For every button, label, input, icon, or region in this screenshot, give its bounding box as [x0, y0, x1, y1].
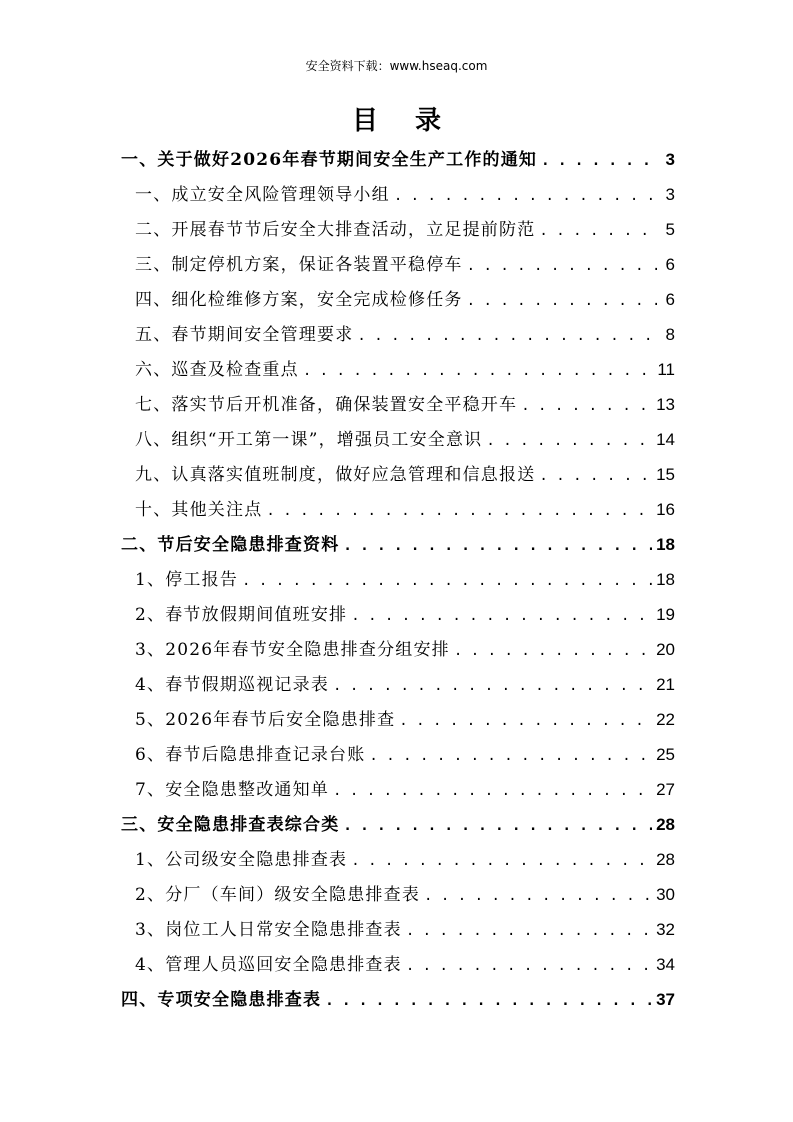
- toc-entry[interactable]: [121, 317, 675, 352]
- toc-entry-page: 30: [656, 885, 675, 904]
- toc-entry[interactable]: [121, 527, 675, 562]
- toc-entry[interactable]: [121, 142, 675, 177]
- toc-entry[interactable]: [121, 877, 675, 912]
- toc-entry[interactable]: [121, 912, 675, 947]
- toc-entry-page: 6: [665, 255, 675, 274]
- toc-entry[interactable]: [121, 702, 675, 737]
- toc-entry-label: 一、成立安全风险管理领导小组: [135, 185, 390, 205]
- toc-leader-dots: [406, 949, 652, 984]
- toc-entry[interactable]: [121, 492, 675, 527]
- toc-entry-label: 1、公司级安全隐患排查表: [135, 850, 348, 870]
- toc-entry[interactable]: [121, 352, 675, 387]
- toc-leader-dots: [424, 879, 652, 914]
- toc-entry-label: 二、节后安全隐患排查资料: [121, 535, 340, 555]
- toc-entry-label: 八、组织“开工第一课”，增强员工安全意识: [135, 430, 483, 450]
- toc-entry-label: 五、春节期间安全管理要求: [135, 325, 354, 345]
- toc-entry-page: 28: [656, 850, 675, 869]
- toc-entry-label: 3、岗位工人日常安全隐患排查表: [135, 920, 402, 940]
- toc-entry-label: 5、2026年春节后安全隐患排查: [135, 710, 396, 730]
- toc-entry-label: 二、开展春节节后安全大排查活动，立足提前防范: [135, 220, 536, 240]
- toc-entry[interactable]: [121, 457, 675, 492]
- toc-entry[interactable]: [121, 282, 675, 317]
- toc-entry[interactable]: [121, 422, 675, 457]
- toc-entry-page: 19: [656, 605, 675, 624]
- toc-entry[interactable]: [121, 562, 675, 597]
- toc-entry-page: 18: [656, 535, 675, 554]
- toc-leader-dots: [539, 459, 652, 494]
- table-of-contents: [121, 142, 675, 1017]
- toc-entry-label: 7、安全隐患整改通知单: [135, 780, 330, 800]
- toc-leader-dots: [357, 319, 657, 354]
- toc-entry-page: 28: [656, 815, 675, 834]
- toc-entry[interactable]: [121, 597, 675, 632]
- toc-leader-dots: [333, 669, 652, 704]
- toc-entry[interactable]: [121, 212, 675, 247]
- toc-entry[interactable]: [121, 947, 675, 982]
- toc-entry-label: 4、春节假期巡视记录表: [135, 675, 330, 695]
- toc-entry-page: 18: [656, 570, 675, 589]
- toc-leader-dots: [343, 809, 652, 844]
- toc-leader-dots: [486, 424, 652, 459]
- toc-entry[interactable]: [121, 247, 675, 282]
- toc-entry-page: 15: [656, 465, 675, 484]
- toc-leader-dots: [242, 564, 652, 599]
- toc-entry[interactable]: [121, 807, 675, 842]
- toc-entry[interactable]: [121, 982, 675, 1017]
- toc-entry-page: 34: [656, 955, 675, 974]
- toc-leader-dots: [343, 529, 652, 564]
- toc-entry-page: 5: [665, 220, 675, 239]
- toc-entry-page: 20: [656, 640, 675, 659]
- page-title: 目 录: [351, 106, 456, 136]
- toc-entry-page: 8: [665, 325, 675, 344]
- toc-entry-page: 3: [665, 150, 675, 169]
- toc-entry[interactable]: [121, 632, 675, 667]
- toc-entry-label: 6、春节后隐患排查记录台账: [135, 745, 366, 765]
- toc-entry-page: 3: [665, 185, 675, 204]
- toc-entry-page: 32: [656, 920, 675, 939]
- toc-entry-label: 六、巡查及检查重点: [135, 360, 299, 380]
- page-header: 安全资料下载：www.hseaq.com: [305, 59, 488, 73]
- toc-leader-dots: [539, 214, 657, 249]
- toc-entry-label: 1、停工报告: [135, 570, 239, 590]
- toc-leader-dots: [467, 284, 657, 319]
- toc-entry[interactable]: [121, 387, 675, 422]
- toc-entry-page: 6: [665, 290, 675, 309]
- toc-leader-dots: [303, 354, 654, 389]
- toc-entry-label: 三、安全隐患排查表综合类: [121, 815, 340, 835]
- toc-entry-label: 3、2026年春节安全隐患排查分组安排: [135, 640, 450, 660]
- toc-leader-dots: [394, 179, 657, 214]
- toc-entry-page: 21: [656, 675, 675, 694]
- toc-leader-dots: [541, 144, 657, 179]
- toc-entry[interactable]: [121, 667, 675, 702]
- toc-entry-page: 11: [657, 360, 675, 379]
- toc-entry-page: 16: [656, 500, 675, 519]
- toc-entry[interactable]: [121, 772, 675, 807]
- toc-entry-label: 4、管理人员巡回安全隐患排查表: [135, 955, 402, 975]
- toc-entry[interactable]: [121, 737, 675, 772]
- toc-entry-page: 22: [656, 710, 675, 729]
- toc-leader-dots: [333, 774, 652, 809]
- toc-leader-dots: [325, 984, 652, 1019]
- toc-entry-page: 25: [656, 745, 675, 764]
- toc-entry[interactable]: [121, 177, 675, 212]
- toc-entry-page: 37: [656, 990, 675, 1009]
- toc-leader-dots: [351, 844, 652, 879]
- toc-leader-dots: [266, 494, 652, 529]
- toc-entry-label: 三、制定停机方案，保证各装置平稳停车: [135, 255, 463, 275]
- toc-entry-label: 七、落实节后开机准备，确保装置安全平稳开车: [135, 395, 518, 415]
- toc-entry-page: 14: [656, 430, 675, 449]
- toc-entry-label: 2、分厂（车间）级安全隐患排查表: [135, 885, 421, 905]
- toc-leader-dots: [454, 634, 652, 669]
- toc-entry-page: 13: [656, 395, 675, 414]
- toc-leader-dots: [369, 739, 652, 774]
- toc-entry[interactable]: [121, 842, 675, 877]
- toc-entry-label: 九、认真落实值班制度，做好应急管理和信息报送: [135, 465, 536, 485]
- toc-entry-label: 十、其他关注点: [135, 500, 263, 520]
- toc-entry-label: 2、春节放假期间值班安排: [135, 605, 348, 625]
- toc-entry-label: 四、细化检维修方案，安全完成检修任务: [135, 290, 463, 310]
- toc-leader-dots: [467, 249, 657, 284]
- toc-leader-dots: [351, 599, 652, 634]
- toc-entry-label: 一、关于做好2026年春节期间安全生产工作的通知: [121, 150, 538, 170]
- toc-leader-dots: [521, 389, 652, 424]
- toc-leader-dots: [406, 914, 652, 949]
- toc-entry-page: 27: [656, 780, 675, 799]
- toc-leader-dots: [399, 704, 652, 739]
- toc-entry-label: 四、专项安全隐患排查表: [121, 990, 322, 1010]
